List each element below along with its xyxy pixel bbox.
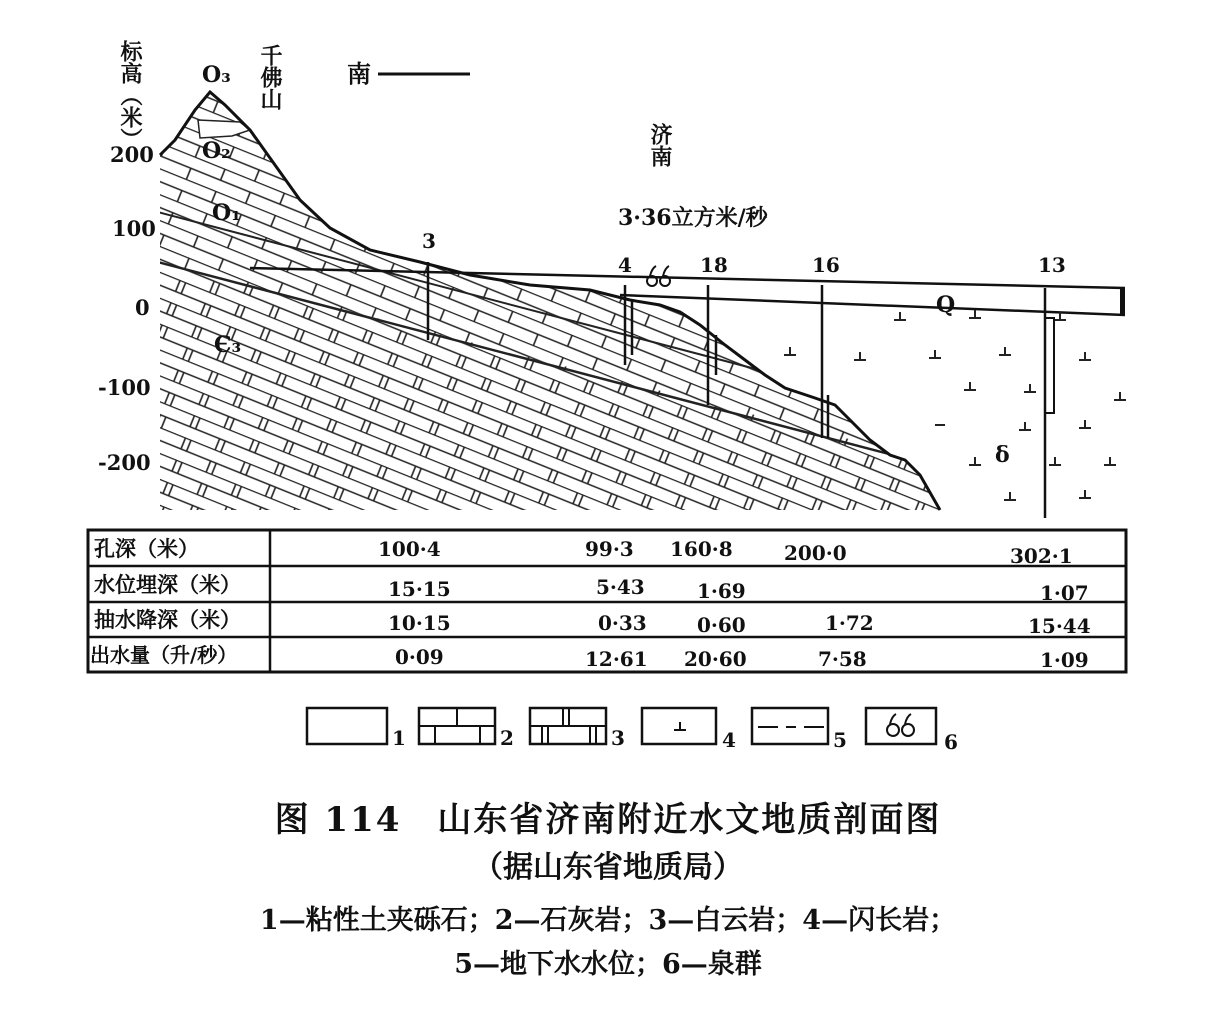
stratum-o2: O₂ [202, 138, 231, 164]
stratum-o1: O₁ [212, 200, 241, 226]
cell-yield-3: 0·09 [395, 645, 444, 669]
cell-drawdown-13: 15·44 [1028, 614, 1091, 638]
cell-yield-18: 20·60 [684, 647, 747, 671]
y-axis-label: 标高（米） [117, 40, 143, 150]
well-id-16: 16 [812, 253, 840, 277]
legend-item-2 [419, 708, 514, 750]
stratum-e3: Є₃ [214, 332, 242, 358]
cell-drawdown-3: 10·15 [388, 611, 451, 635]
cell-drawdown-4: 0·33 [598, 611, 647, 635]
well-id-4: 4 [618, 253, 632, 277]
cell-yield-4: 12·61 [585, 647, 648, 671]
cell-depth-3: 100·4 [378, 537, 441, 561]
flow-label: 3·36立方米/秒 [618, 205, 768, 231]
svg-text:4: 4 [722, 728, 736, 752]
cell-water-4: 5·43 [596, 575, 645, 599]
cell-yield-16: 7·58 [818, 647, 867, 671]
row-header-yield: 出水量（升/秒） [90, 643, 238, 667]
figure-source: （据山东省地质局） [473, 850, 743, 885]
tick-minus-100: -100 [98, 375, 151, 400]
legend-item-1 [307, 708, 406, 750]
cell-water-18: 1·69 [697, 579, 746, 603]
cell-depth-4: 99·3 [585, 537, 634, 561]
tick-minus-200: -200 [98, 450, 151, 475]
legend-item-3 [530, 708, 625, 750]
direction-label: 南 [347, 59, 371, 88]
row-header-depth: 孔深（米） [94, 536, 199, 561]
legend-item-6 [866, 708, 958, 754]
quaternary-label: Q [936, 292, 956, 318]
legend-item-4 [642, 708, 736, 752]
figure-title: 图 114 山东省济南附近水文地质剖面图 [274, 800, 942, 840]
tick-100: 100 [112, 216, 156, 241]
row-header-drawdown: 抽水降深（米） [94, 607, 241, 632]
cell-depth-13: 302·1 [1010, 544, 1073, 568]
svg-text:3: 3 [611, 726, 625, 750]
rock-strata [150, 80, 970, 520]
cell-drawdown-18: 0·60 [697, 613, 746, 637]
spring-group-symbol [647, 266, 670, 286]
legend-item-5 [752, 708, 847, 752]
well-data-table [88, 530, 1126, 672]
svg-text:2: 2 [500, 726, 514, 750]
tick-200: 200 [110, 142, 154, 167]
row-header-water-depth: 水位埋深（米） [94, 572, 241, 597]
well-id-18: 18 [700, 253, 728, 277]
legend-caption-line-1: 1—粘性土夹砾石；2—石灰岩；3—白云岩；4—闪长岩； [259, 905, 957, 936]
cell-depth-18: 160·8 [670, 537, 733, 561]
svg-text:5: 5 [833, 728, 847, 752]
stratum-o3: O₃ [202, 62, 231, 88]
cell-depth-16: 200·0 [784, 541, 847, 565]
cell-water-3: 15·15 [388, 577, 451, 601]
tick-0: 0 [135, 295, 150, 320]
svg-text:6: 6 [944, 730, 958, 754]
well-id-3: 3 [422, 229, 436, 253]
diorite-label: δ [995, 442, 1010, 468]
ground-water-level [620, 295, 1125, 315]
legend-caption-line-2: 5—地下水水位；6—泉群 [454, 949, 762, 980]
cell-drawdown-16: 1·72 [825, 611, 874, 635]
legend [307, 708, 958, 754]
section-right-frame [1120, 287, 1125, 315]
city-label: 济南 [647, 123, 673, 167]
well-id-13: 13 [1038, 253, 1066, 277]
cell-water-13: 1·07 [1040, 581, 1089, 605]
cell-yield-13: 1·09 [1040, 648, 1089, 672]
svg-text:1: 1 [392, 726, 406, 750]
mountain-label: 千佛山 [257, 44, 283, 110]
y-axis [98, 39, 156, 475]
